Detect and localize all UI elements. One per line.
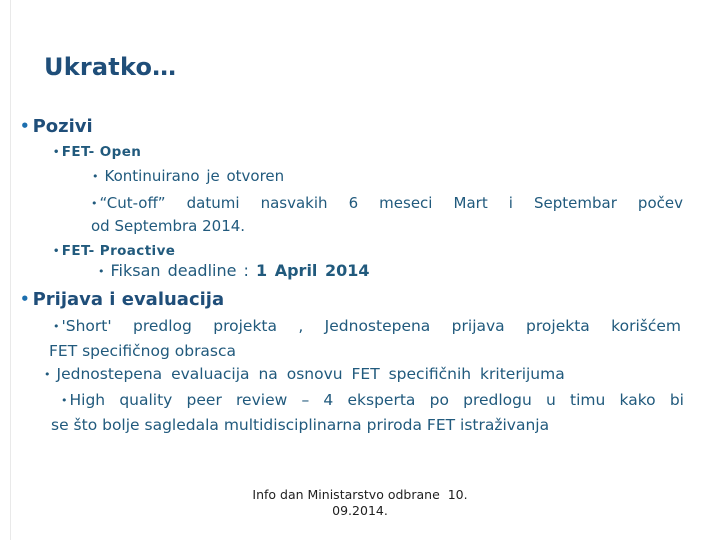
high-line-1: [51, 388, 684, 413]
kontinuirano-text: Kontinuirano je otvoren: [104, 167, 285, 185]
bullet-item-fiksan-deadline: [98, 261, 370, 280]
fiksan-date: 1 April 2014: [256, 261, 370, 280]
left-rule-line: [10, 0, 11, 540]
bullet-dot-icon: •: [92, 170, 99, 183]
footer-line-1: Info dan Ministarstvo odbrane 10.: [252, 487, 468, 502]
cutoff-line-2: od Septembra 2014.: [91, 217, 246, 235]
bullet-dot-icon: •: [53, 246, 60, 257]
pozivi-label: Pozivi: [32, 116, 93, 137]
bullet-dot-icon: •: [20, 117, 30, 135]
bullet-dot-icon: •: [20, 290, 30, 308]
bullet-item-prijava: [20, 289, 224, 310]
bullet-item-pozivi: [20, 116, 93, 137]
fiksan-prefix: Fiksan deadline :: [110, 261, 257, 280]
high-text-1: High quality peer review – 4 eksperta po predlogu u timu kako bi: [69, 391, 684, 409]
short-text-1: 'Short' predlog projekta , Jednostepena prijava projekta korišćem: [61, 317, 681, 335]
fet-open-label: FET- Open: [61, 144, 142, 160]
slide-title: Ukratko…: [44, 53, 177, 81]
bullet-dot-icon: •: [53, 147, 60, 158]
bullet-dot-icon: •: [61, 394, 68, 407]
slide-footer: [0, 487, 720, 519]
bullet-item-cutoff: [91, 192, 683, 238]
bullet-item-kontinuirano: [92, 167, 284, 185]
bullet-item-fet-open: [53, 144, 141, 160]
fet-proactive-label: FET- Proactive: [61, 243, 176, 259]
bullet-dot-icon: •: [91, 197, 98, 210]
bullet-dot-icon: •: [98, 265, 105, 278]
bullet-item-high-quality: [51, 388, 684, 437]
bullet-dot-icon: •: [53, 320, 60, 333]
cutoff-line-1: [91, 192, 683, 215]
bullet-item-fet-proactive: [53, 243, 175, 259]
bullet-item-short-predlog: [49, 314, 681, 363]
cutoff-text-1: “Cut-off” datumi nasvakih 6 meseci Mart i Septembar počev: [99, 194, 683, 212]
jednostepena-text: Jednostepena evaluacija na osnovu FET specifičnih kriterijuma: [56, 365, 565, 383]
bullet-dot-icon: •: [44, 368, 51, 381]
high-line-2: se što bolje sagledala multidisciplinarna priroda FET istraživanja: [51, 416, 550, 434]
prijava-label: Prijava i evaluacija: [32, 289, 225, 310]
short-line-2: FET specifičnog obrasca: [49, 342, 237, 360]
footer-line-2: 09.2014.: [332, 503, 388, 518]
short-line-1: [49, 314, 681, 339]
bullet-item-jednostepena: [44, 365, 565, 383]
